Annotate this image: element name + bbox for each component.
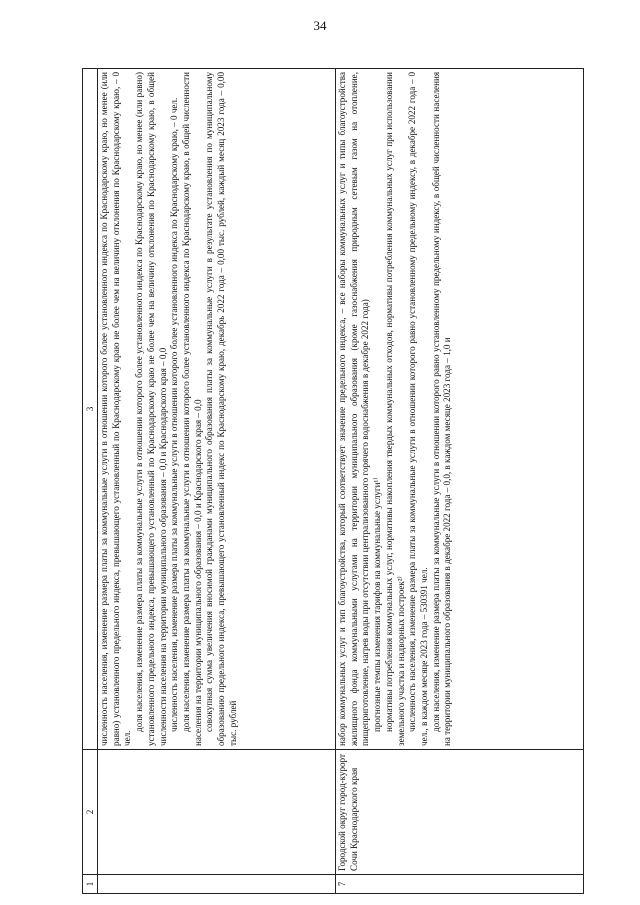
paragraph: численность населения, изменение размера платы за коммунальные услуги в отношении которого равно установленному предельному индексу, в декабре 2022 года – 0 чел., в каждом месяце 2023 года – 530391 чел.: [407, 72, 429, 746]
row-content-cell: [336, 69, 584, 750]
table-header-row: [83, 69, 98, 894]
row-name-cell: [98, 750, 336, 875]
paragraph: доля населения, изменение размера платы за коммунальные услуги в отношении которого более установленного индекса по Краснодарскому краю, в общей численности населения на территории муниципального образования – 0,0 и Краснодарского края – 0,0: [180, 72, 203, 746]
paragraph: набор коммунальных услуг и тип благоустройства, который соответствует значение предельного индекса, – все наборы коммунальных услуг и типы благоустройства жилищного фонда коммунальными услугами на территории муниципального образования (кроме газоснабжения природным сетевым газом на отопление, пищеприготовление, нагрев воды при отсутствии централизованного горячего водоснабжения в декабре 2022 года): [337, 72, 371, 746]
paragraph: доля населения, изменение размера платы за коммунальные услуги в отношении которого равно установленному предельному индексу, в общей численности населения на территории муниципального образования в декабре 2022 года – 0,0, в каждом месяце 2023 года – 1,0 и: [430, 72, 453, 746]
table-row-continued: [98, 69, 336, 894]
row-content-cell: [98, 69, 336, 750]
header-col-2: 2: [83, 750, 98, 875]
paragraph: численность населения, изменение размера платы за коммунальные услуги в отношении которого более установленного индекса по Краснодарскому краю, – 0 чел.: [169, 97, 180, 732]
header-col-3: 3: [83, 69, 98, 750]
paragraph: совокупная сумма увеличения вносимой гражданами муниципального образования платы за коммунальные услуги в результате установления по муниципальному образованию предельного индекса, превышающего установленный индекс по Краснодарскому краю, декабрь 2022 года – 0,00 тыс. рублей, каждый месяц 2023 года – 0,00 тыс. рублей: [204, 72, 238, 746]
page-number: 34: [313, 18, 327, 33]
row-number-cell: 7: [336, 875, 584, 894]
table-container: [82, 68, 599, 894]
row-number-cell: [98, 875, 336, 894]
row-name-cell: Городской округ город-курорт Сочи Краснодарского края: [336, 750, 584, 875]
header-col-1: 1: [83, 875, 98, 894]
rotated-table-area: [82, 68, 599, 894]
data-table: [82, 68, 584, 894]
paragraph: доля населения, изменение размера платы за коммунальные услуги в отношении которого более установленного индекса по Краснодарскому краю, но менее (или равно) установленного предельного индекса, превышающего установленный по Краснодарскому краю не более чем на величину отклонения по Краснодарскому краю, в общей численности населения на территории муниципального образования – 0,0 и Краснодарского края – 0,0: [134, 72, 168, 746]
paragraph: численность населения, изменение размера платы за коммунальные услуги в отношении которого более установленного индекса по Краснодарскому краю, но менее (или равно) установленного предельного индекса, превышающего установленный по Краснодарскому краю не более чем на величину отклонения по Краснодарскому краю, – 0 чел.: [99, 72, 133, 746]
paragraph: нормативы потребления коммунальных услуг, нормативы накопления твердых коммунальных отходов, нормативы потребления коммунальных услуг при использовании земельного участка и надворных построек²⁾: [383, 72, 406, 746]
paragraph: прогнозные темпы изменения тарифов на коммунальные услуги¹⁾: [372, 477, 383, 732]
table-row-7: [336, 69, 584, 894]
